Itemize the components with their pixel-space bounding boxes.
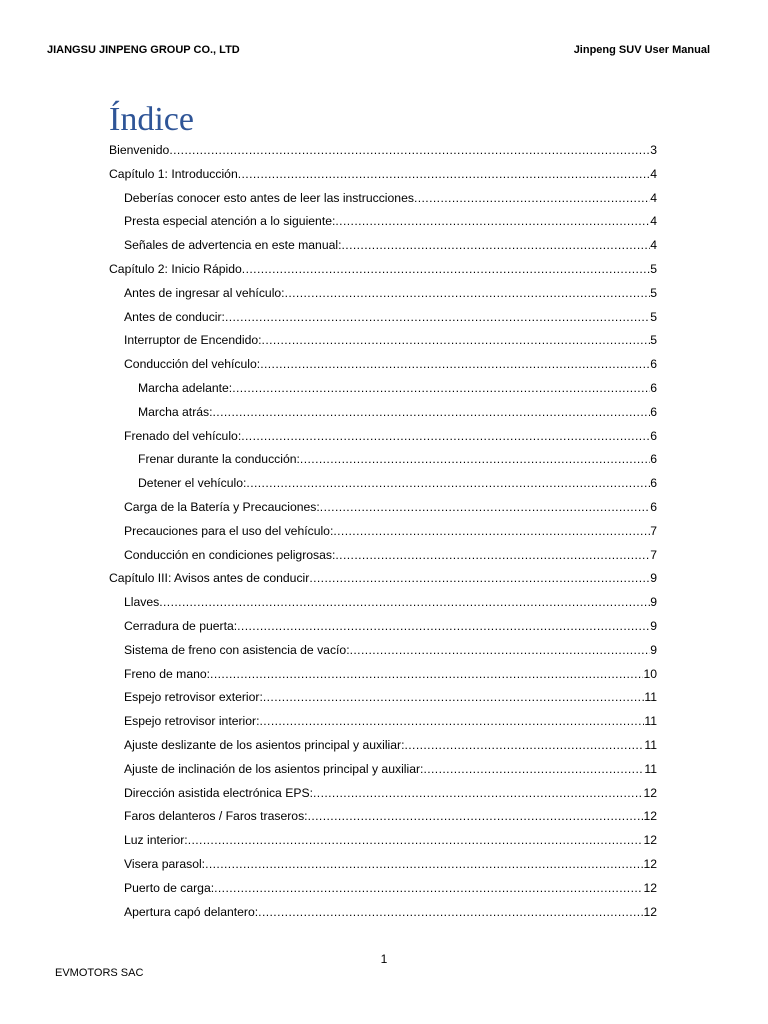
toc-entry-page: 10	[643, 666, 657, 681]
toc-leader-dots	[205, 853, 643, 877]
toc-entry[interactable]	[109, 472, 657, 496]
toc-leader-dots	[285, 282, 651, 306]
toc-entry-page: 6	[650, 428, 657, 443]
toc-leader-dots	[169, 139, 650, 163]
toc-entry[interactable]	[109, 853, 657, 877]
toc-leader-dots	[404, 734, 644, 758]
toc-entry-label: Sistema de freno con asistencia de vacío:	[124, 642, 350, 657]
toc-entry[interactable]	[109, 686, 657, 710]
toc-entry-label: Antes de conducir:	[124, 309, 225, 324]
toc-entry-label: Señales de advertencia en este manual:	[124, 238, 342, 253]
toc-leader-dots	[262, 329, 651, 353]
toc-entry-label: Marcha atrás:	[138, 404, 213, 419]
toc-entry-label: Capítulo 1: Introducción	[109, 166, 238, 181]
toc-entry-page: 7	[650, 523, 657, 538]
toc-entry-page: 9	[650, 618, 657, 633]
toc-entry-label: Conducción en condiciones peligrosas:	[124, 547, 336, 562]
toc-entry-page: 6	[650, 404, 657, 419]
toc-entry[interactable]	[109, 448, 657, 472]
toc-entry-page: 11	[644, 737, 657, 752]
toc-entry-page: 12	[643, 904, 657, 919]
toc-leader-dots	[313, 782, 643, 806]
toc-entry-page: 9	[650, 642, 657, 657]
toc-leader-dots	[414, 187, 650, 211]
toc-entry-label: Frenado del vehículo:	[124, 428, 242, 443]
page-title: Índice	[109, 101, 194, 138]
toc-entry[interactable]	[109, 210, 657, 234]
toc-entry-page: 3	[650, 143, 657, 157]
toc-entry-label: Carga de la Batería y Precauciones:	[124, 499, 320, 514]
header-manual-title: Jinpeng SUV User Manual	[573, 44, 710, 56]
toc-entry-page: 6	[650, 380, 657, 395]
toc-entry[interactable]	[109, 591, 657, 615]
toc-entry-label: Llaves	[124, 595, 160, 610]
toc-entry[interactable]	[109, 496, 657, 520]
toc-leader-dots	[238, 163, 650, 187]
toc-entry-page: 11	[644, 714, 657, 729]
toc-leader-dots	[159, 591, 650, 615]
toc-entry[interactable]	[109, 258, 657, 282]
toc-entry-label: Marcha adelante:	[138, 380, 233, 395]
toc-entry[interactable]	[109, 282, 657, 306]
toc-entry[interactable]	[109, 520, 657, 544]
toc-entry[interactable]	[109, 306, 657, 330]
toc-entry-page: 9	[650, 571, 657, 586]
toc-entry-label: Ajuste de inclinación de los asientos principal y auxiliar:	[124, 761, 424, 776]
toc-entry-page: 11	[644, 690, 657, 705]
toc-entry-label: Espejo retrovisor interior:	[124, 714, 260, 729]
toc-entry[interactable]	[109, 187, 657, 211]
toc-entry-label: Precauciones para el uso del vehículo:	[124, 523, 334, 538]
toc-entry-label: Bienvenido	[109, 143, 170, 157]
toc-entry-label: Freno de mano:	[124, 666, 211, 681]
toc-entry-page: 6	[650, 452, 657, 467]
toc-entry-page: 4	[650, 214, 657, 229]
toc-entry-page: 7	[650, 547, 657, 562]
toc-entry[interactable]	[109, 829, 657, 853]
toc-entry-page: 12	[643, 833, 657, 848]
table-of-contents	[109, 139, 657, 924]
toc-leader-dots	[333, 520, 650, 544]
toc-entry[interactable]	[109, 567, 657, 591]
toc-leader-dots	[263, 686, 644, 710]
toc-entry-page: 6	[650, 499, 657, 514]
toc-entry-label: Visera parasol:	[124, 856, 206, 871]
toc-entry[interactable]	[109, 758, 657, 782]
toc-entry-page: 5	[650, 333, 657, 348]
toc-entry-page: 5	[650, 261, 657, 276]
toc-leader-dots	[423, 758, 644, 782]
toc-leader-dots	[258, 901, 643, 925]
toc-entry[interactable]	[109, 401, 657, 425]
toc-entry-page: 4	[650, 166, 657, 181]
toc-entry-page: 11	[644, 761, 657, 776]
toc-entry[interactable]	[109, 544, 657, 568]
toc-leader-dots	[225, 306, 650, 330]
toc-entry[interactable]	[109, 425, 657, 449]
header-company: JIANGSU JINPENG GROUP CO., LTD	[47, 44, 240, 56]
toc-entry-label: Apertura capó delantero:	[124, 904, 259, 919]
toc-entry-page: 4	[650, 190, 657, 205]
toc-entry-label: Cerradura de puerta:	[124, 618, 238, 633]
toc-entry-page: 9	[650, 595, 657, 610]
toc-entry-page: 4	[650, 238, 657, 253]
toc-entry-label: Luz interior:	[124, 833, 188, 848]
toc-entry[interactable]	[109, 163, 657, 187]
toc-leader-dots	[214, 877, 643, 901]
toc-leader-dots	[213, 401, 651, 425]
toc-entry[interactable]	[109, 377, 657, 401]
toc-entry[interactable]	[109, 734, 657, 758]
toc-leader-dots	[309, 567, 650, 591]
toc-entry-page: 6	[650, 357, 657, 372]
toc-leader-dots	[335, 210, 650, 234]
toc-entry[interactable]	[109, 877, 657, 901]
toc-entry-page: 5	[650, 285, 657, 300]
toc-leader-dots	[342, 234, 651, 258]
toc-entry-label: Capítulo III: Avisos antes de conducir	[109, 571, 310, 586]
toc-leader-dots	[260, 353, 650, 377]
toc-entry[interactable]	[109, 615, 657, 639]
toc-leader-dots	[335, 544, 650, 568]
toc-entry-page: 12	[643, 785, 657, 800]
toc-entry[interactable]	[109, 901, 657, 925]
toc-entry-label: Faros delanteros / Faros traseros:	[124, 809, 308, 824]
toc-entry[interactable]	[109, 353, 657, 377]
toc-entry[interactable]	[109, 710, 657, 734]
toc-entry-label: Presta especial atención a lo siguiente:	[124, 214, 336, 229]
toc-entry-label: Dirección asistida electrónica EPS:	[124, 785, 313, 800]
toc-entry-label: Espejo retrovisor exterior:	[124, 690, 263, 705]
toc-leader-dots	[308, 805, 644, 829]
toc-leader-dots	[188, 829, 644, 853]
toc-entry[interactable]	[109, 139, 657, 163]
toc-entry-label: Detener el vehículo:	[138, 476, 247, 491]
toc-leader-dots	[350, 639, 651, 663]
toc-leader-dots	[237, 615, 650, 639]
toc-entry-label: Deberías conocer esto antes de leer las instrucciones	[124, 190, 414, 205]
toc-entry[interactable]	[109, 663, 657, 687]
toc-leader-dots	[259, 710, 644, 734]
toc-entry-page: 12	[643, 880, 657, 895]
toc-entry[interactable]	[109, 639, 657, 663]
toc-leader-dots	[320, 496, 650, 520]
toc-entry[interactable]	[109, 805, 657, 829]
toc-entry-page: 5	[650, 309, 657, 324]
toc-entry-page: 6	[650, 476, 657, 491]
toc-entry-label: Antes de ingresar al vehículo:	[124, 285, 285, 300]
toc-leader-dots	[241, 425, 650, 449]
toc-entry-page: 12	[643, 809, 657, 824]
toc-entry-label: Capítulo 2: Inicio Rápido	[109, 261, 242, 276]
toc-entry[interactable]	[109, 329, 657, 353]
toc-leader-dots	[242, 258, 650, 282]
footer-company: EVMOTORS SAC	[55, 967, 144, 979]
toc-leader-dots	[210, 663, 643, 687]
toc-leader-dots	[246, 472, 650, 496]
toc-entry-label: Conducción del vehículo:	[124, 357, 261, 372]
toc-entry-label: Puerto de carga:	[124, 880, 215, 895]
toc-entry-label: Frenar durante la conducción:	[138, 452, 300, 467]
toc-leader-dots	[300, 448, 650, 472]
page-number: 1	[380, 952, 388, 966]
toc-entry[interactable]	[109, 782, 657, 806]
toc-leader-dots	[232, 377, 650, 401]
toc-entry-page: 12	[643, 856, 657, 871]
toc-entry[interactable]	[109, 234, 657, 258]
toc-entry-label: Interruptor de Encendido:	[124, 333, 262, 348]
toc-entry-label: Ajuste deslizante de los asientos principal y auxiliar:	[124, 737, 405, 752]
